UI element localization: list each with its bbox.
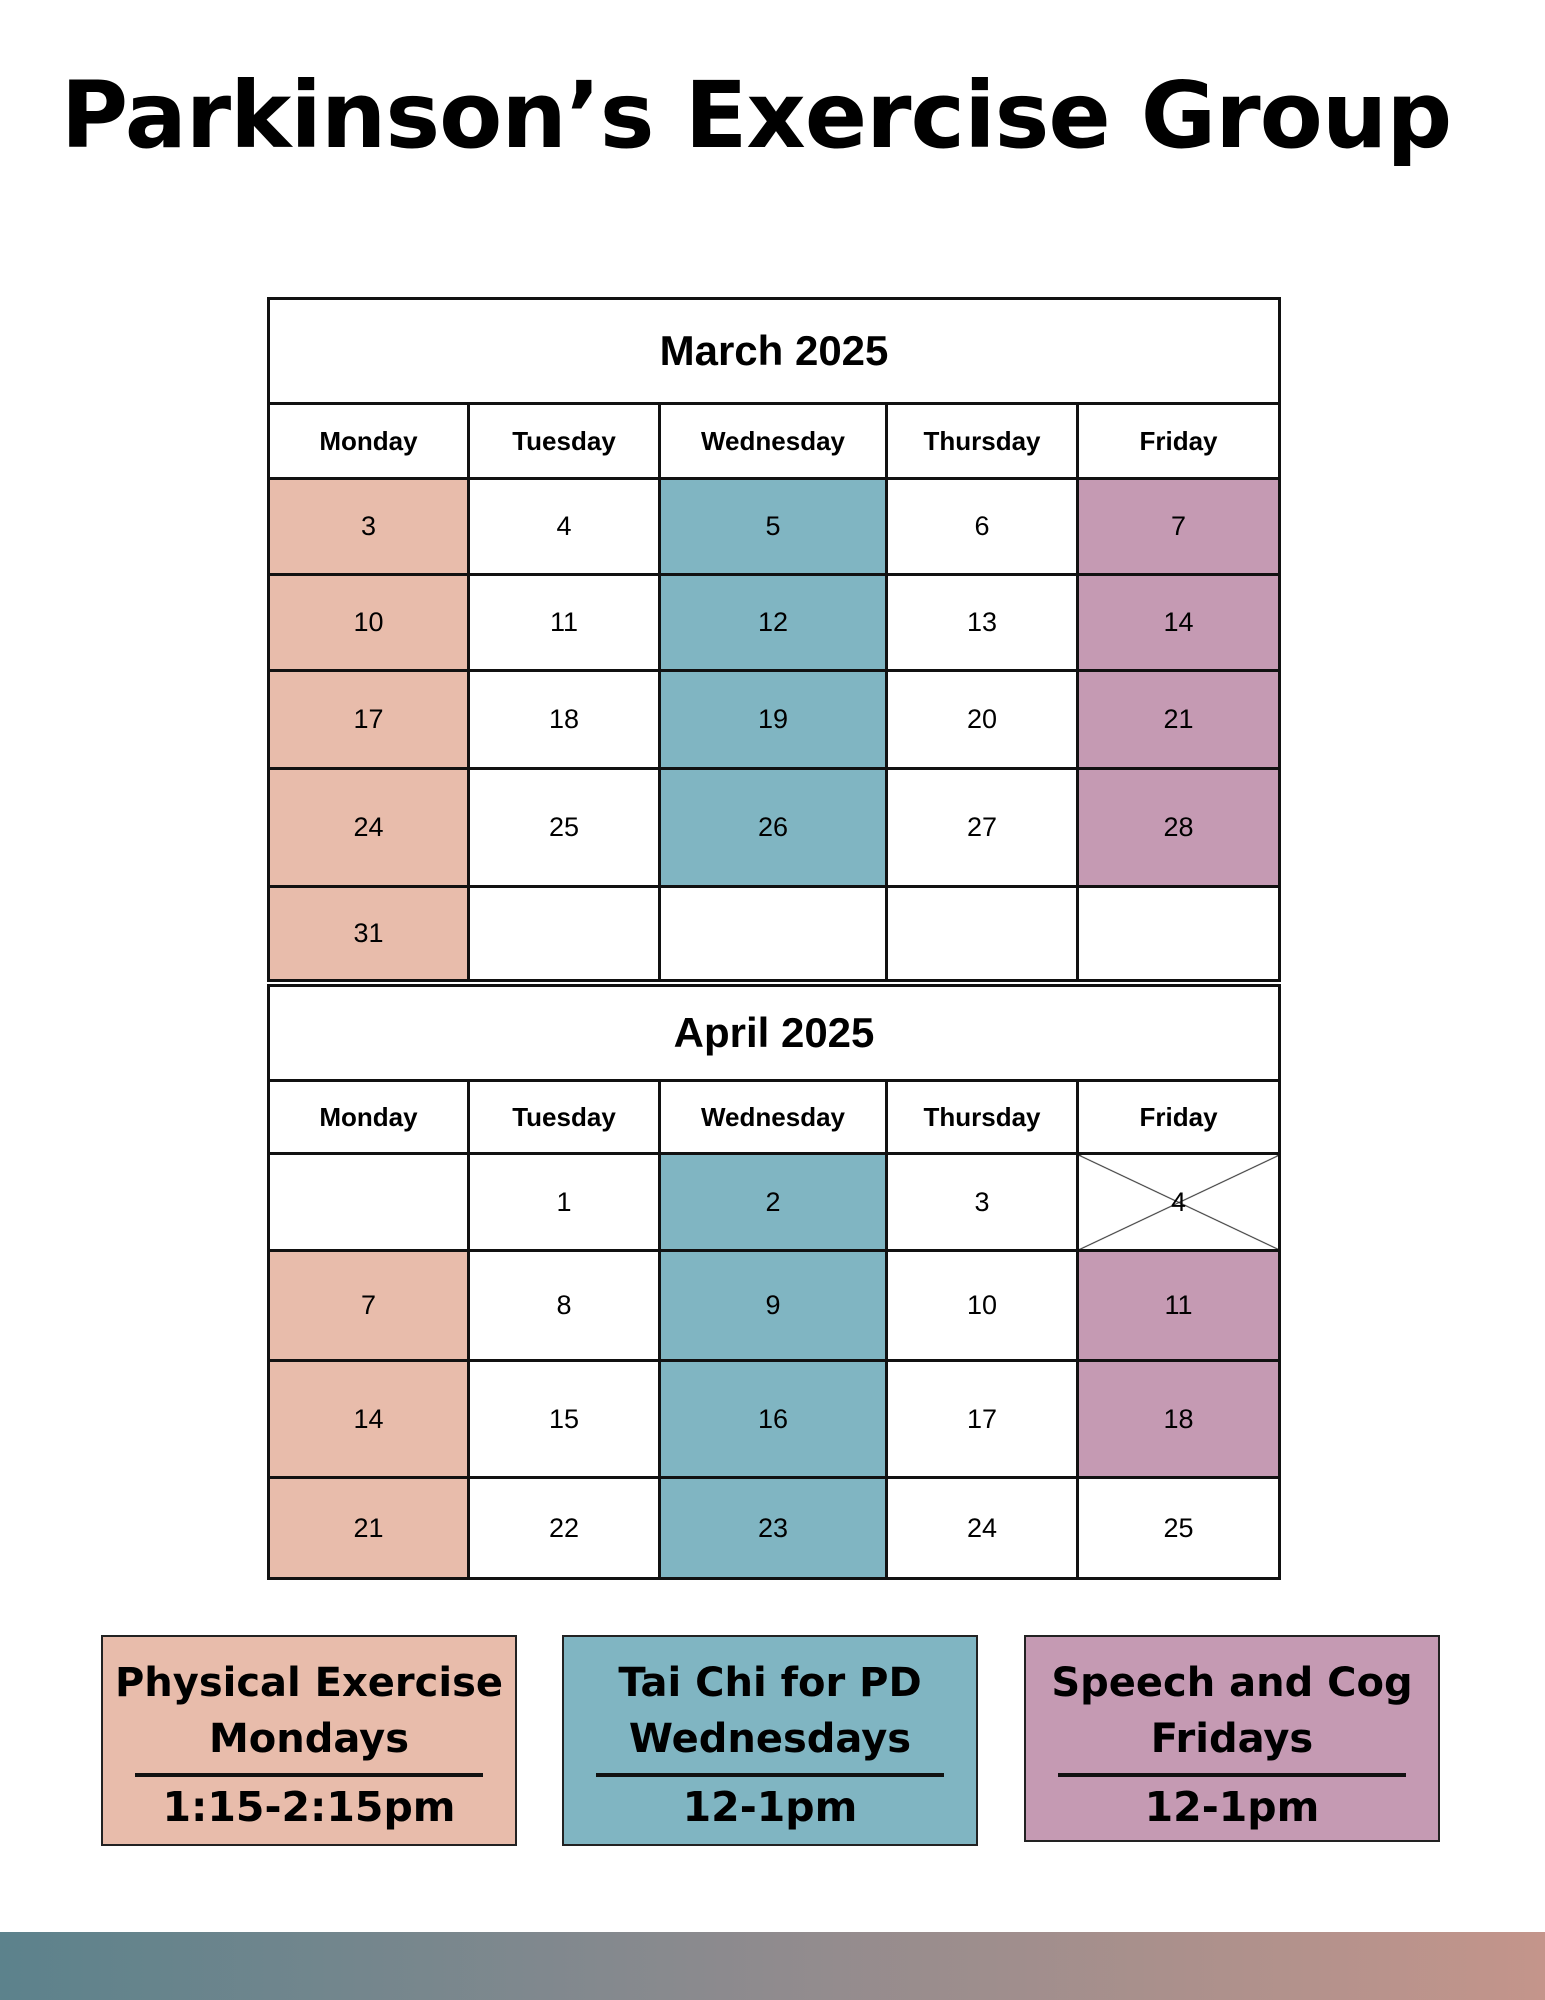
- day-cell: 15: [469, 1361, 660, 1478]
- legend-activity: Speech and Cog Fridays: [1051, 1660, 1413, 1762]
- day-cell-cancelled: 4: [1078, 1154, 1280, 1251]
- weekday-header: Friday: [1078, 404, 1280, 479]
- empty-day-cell: [269, 1154, 469, 1251]
- week-row: [269, 1361, 1280, 1478]
- page-title: Parkinson’s Exercise Group: [60, 62, 1452, 169]
- weekday-header: Friday: [1078, 1081, 1280, 1154]
- weekday-header: Thursday: [887, 404, 1078, 479]
- day-cell: 11: [1078, 1251, 1280, 1361]
- day-cell: 31: [269, 887, 469, 981]
- weekday-header: Thursday: [887, 1081, 1078, 1154]
- day-cell: 24: [269, 769, 469, 887]
- empty-day-cell: [660, 887, 887, 981]
- day-cell: 3: [887, 1154, 1078, 1251]
- legend-time: 12-1pm: [682, 1783, 858, 1831]
- week-row: [269, 887, 1280, 981]
- day-cell: 19: [660, 671, 887, 769]
- legend-physical-exercise: [101, 1635, 517, 1846]
- day-cell: 18: [1078, 1361, 1280, 1478]
- week-row: [269, 1251, 1280, 1361]
- weekday-header: Wednesday: [660, 404, 887, 479]
- weekday-header: Wednesday: [660, 1081, 887, 1154]
- weekday-header: Tuesday: [469, 404, 660, 479]
- month-title: March 2025: [269, 299, 1280, 404]
- day-cell: 14: [269, 1361, 469, 1478]
- day-cell: 6: [887, 479, 1078, 575]
- day-cell: 21: [1078, 671, 1280, 769]
- day-cell: 9: [660, 1251, 887, 1361]
- legend-divider: [135, 1773, 483, 1777]
- day-cell: 8: [469, 1251, 660, 1361]
- week-row: [269, 1154, 1280, 1251]
- day-cell: 4: [469, 479, 660, 575]
- day-cell: 18: [469, 671, 660, 769]
- day-cell: 26: [660, 769, 887, 887]
- weekday-header: Tuesday: [469, 1081, 660, 1154]
- footer-gradient-bar: [0, 1932, 1545, 2000]
- day-cell: 22: [469, 1478, 660, 1579]
- day-cell: 7: [1078, 479, 1280, 575]
- legend-activity: Physical Exercise Mondays: [114, 1660, 504, 1762]
- day-cell: 10: [887, 1251, 1078, 1361]
- day-cell: 17: [269, 671, 469, 769]
- weekday-header: Monday: [269, 1081, 469, 1154]
- legend-divider: [596, 1773, 944, 1777]
- day-cell: 7: [269, 1251, 469, 1361]
- day-cell: 25: [469, 769, 660, 887]
- legend-activity: Tai Chi for PD Wednesdays: [618, 1660, 922, 1762]
- day-cell: 11: [469, 575, 660, 671]
- calendar-march: [267, 297, 1281, 982]
- empty-day-cell: [1078, 887, 1280, 981]
- empty-day-cell: [887, 887, 1078, 981]
- day-cell: 1: [469, 1154, 660, 1251]
- day-cell: 20: [887, 671, 1078, 769]
- month-title: April 2025: [269, 986, 1280, 1081]
- week-row: [269, 1478, 1280, 1579]
- week-row: [269, 575, 1280, 671]
- day-cell: 5: [660, 479, 887, 575]
- legend-time: 1:15-2:15pm: [162, 1783, 456, 1831]
- week-row: [269, 769, 1280, 887]
- legend-time: 12-1pm: [1144, 1783, 1320, 1831]
- day-cell: 28: [1078, 769, 1280, 887]
- weekday-header: Monday: [269, 404, 469, 479]
- legend-tai-chi: [562, 1635, 978, 1846]
- day-cell: 14: [1078, 575, 1280, 671]
- day-cell: 25: [1078, 1478, 1280, 1579]
- day-cell: 23: [660, 1478, 887, 1579]
- legend-speech-cog: [1024, 1635, 1440, 1842]
- day-cell: 27: [887, 769, 1078, 887]
- day-cell: 10: [269, 575, 469, 671]
- day-cell: 17: [887, 1361, 1078, 1478]
- empty-day-cell: [469, 887, 660, 981]
- legend-divider: [1058, 1773, 1406, 1777]
- day-cell: 16: [660, 1361, 887, 1478]
- day-cell: 12: [660, 575, 887, 671]
- calendar-april: [267, 984, 1281, 1580]
- day-cell: 2: [660, 1154, 887, 1251]
- day-cell: 21: [269, 1478, 469, 1579]
- day-cell: 3: [269, 479, 469, 575]
- week-row: [269, 479, 1280, 575]
- day-cell: 24: [887, 1478, 1078, 1579]
- week-row: [269, 671, 1280, 769]
- day-cell: 13: [887, 575, 1078, 671]
